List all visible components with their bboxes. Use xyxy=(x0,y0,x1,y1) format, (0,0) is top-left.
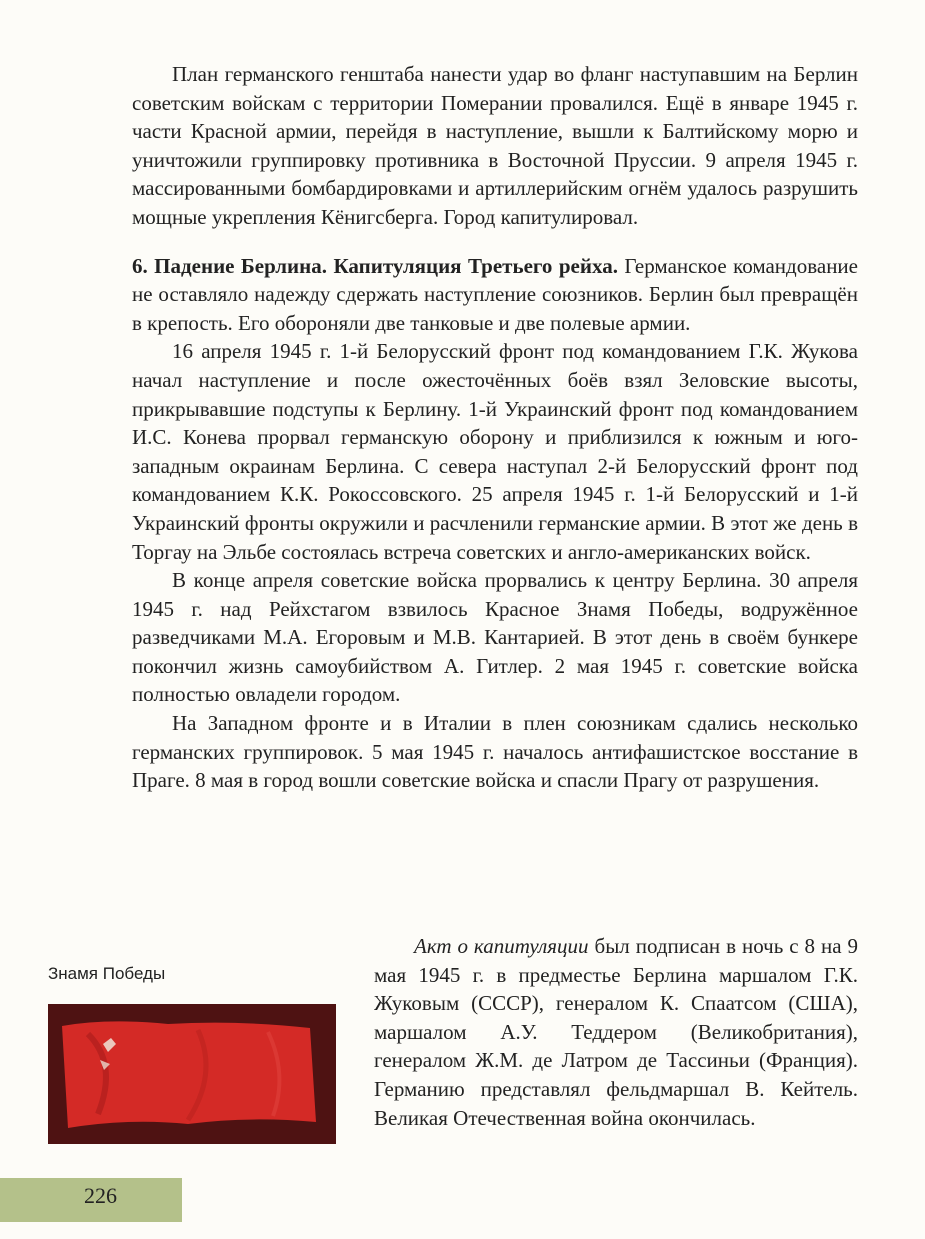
paragraph-capitulation xyxy=(374,932,858,1132)
main-text xyxy=(132,60,858,795)
paragraph-section-6 xyxy=(132,252,858,338)
paragraph-pomerania: План германского генштаба нанести удар во фланг наступавшим на Берлин советским войскам с территории Померании провалился. Ещё в январе 1945 г. части Красной армии, перейдя в наступление, вышли к Балтийскому морю и уничтожили группировку противника в Восточной Пруссии. 9 апреля 1945 г. массированными бомбардировками и артиллерийским огнём удалось разрушить мощные укрепления Кёнигсберга. Город капитулировал. xyxy=(132,62,858,229)
paragraph-prague: На Западном фронте и в Италии в плен союзникам сдались несколько германских группировок. 5 мая 1945 г. началось антифашистское восстание в Праге. 8 мая в город вошли советские войска и спасли Прагу от разрушения. xyxy=(132,711,858,793)
page-number: 226 xyxy=(84,1183,117,1208)
paragraph-reichstag: В конце апреля советские войска прорвались к центру Берлина. 30 апреля 1945 г. над Рейхстагом взвилось Красное Знамя Победы, водружённое разведчиками М.А. Егоровым и М.В. Кантарией. В этот день в своём бункере покончил жизнь самоубийством А. Гитлер. 2 мая 1945 г. советские войска полностью овладели городом. xyxy=(132,568,858,707)
victory-banner-image xyxy=(48,1004,336,1144)
paragraph-april-16: 16 апреля 1945 г. 1-й Белорусский фронт под командованием Г.К. Жукова начал наступление и после ожесточённых боёв взял Зеловские высоты, прикрывавшие подступы к Берлину. 1-й Украинский фронт под командованием И.С. Конева прорвал германскую оборону и приблизился к южным и юго-западным окраинам Берлина. С севера наступал 2-й Белорусский фронт под командованием К.К. Рокоссовского. 25 апреля 1945 г. 1-й Белорусский и 1-й Украинский фронты окружили и расчленили германские армии. В этот же день в Торгау на Эльбе состоялась встреча советских и англо-американских войск. xyxy=(132,339,858,564)
figure-caption: Знамя Победы xyxy=(48,964,166,983)
victory-banner-photo xyxy=(48,1004,336,1144)
capitulation-act-term: Акт о капитуляции xyxy=(414,934,589,958)
section-heading: 6. Падение Берлина. Капитуляция Третьего рейха. xyxy=(132,253,618,278)
paragraph-capitulation-text: был подписан в ночь с 8 на 9 мая 1945 г. в предместье Берлина маршалом Г.К. Жуковым (СССР), генералом К. Спаатсом (США), маршалом А.У. Теддером (Великобритания), генералом Ж.М. де Латром де Тассиньи (Франция). Германию представлял фельдмаршал В. Кейтель. Великая Отечественная война окончилась. xyxy=(374,934,858,1130)
figure-section xyxy=(40,932,858,1172)
paragraph-section-6-text: Германское командование не оставляло надежду сдержать наступление союзников. Берлин был превращён в крепость. Его обороняли две танковые и две полевые армии. xyxy=(132,253,858,335)
